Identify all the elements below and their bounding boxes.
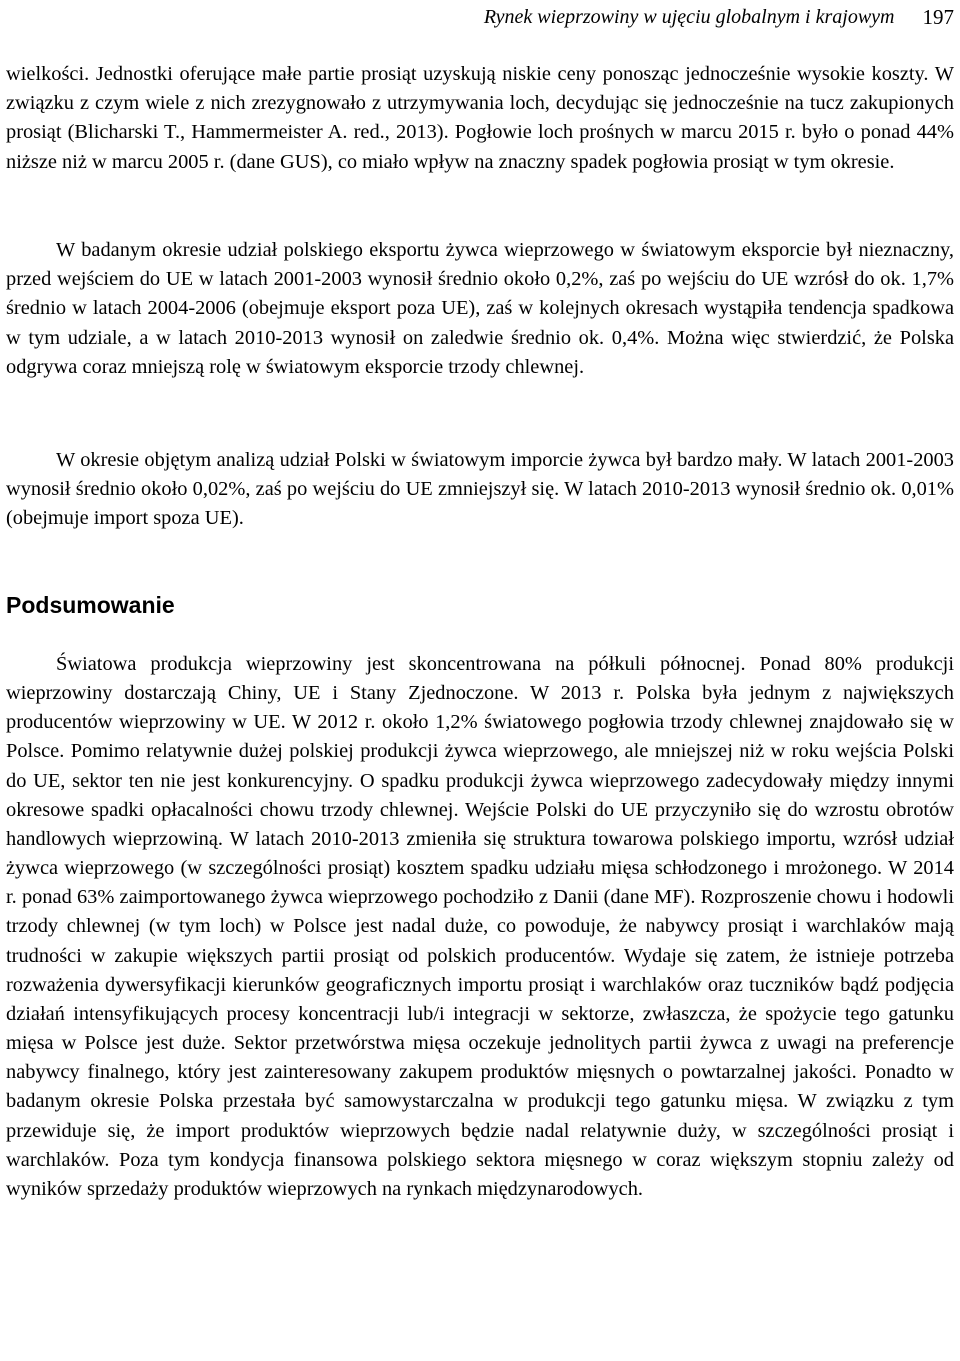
running-title: Rynek wieprzowiny w ujęciu globalnym i krajowym: [483, 5, 895, 28]
paragraph-summary: Światowa produkcja wieprzowiny jest skoncentrowana na półkuli północnej. Ponad 80% produkcji wieprzowiny dostarczają Chiny, UE i Stany Zjednoczone. W 2013 r. Polska była jednym z największych producentów wieprzowiny w UE. W 2012 r. około 1,2% światowego pogłowia trzody chlewnej znajdowało się w Polsce. Pomimo relatywnie dużej polskiej produkcji żywca wieprzowego, ale mniejszej niż w roku wejścia Polski do UE, sektor ten nie jest konkurencyjny. O spadku produkcji żywca wieprzowego zadecydowały między innymi okresowe spadki opłacalności chowu trzody chlewnej. Wejście Polski do UE przyczyniło się do wzrostu obrotów handlowych wieprzowiną. W latach 2010-2013 zmieniła się struktura towarowa polskiego importu, wzrósł udział żywca wieprzowego (w szczególności prosiąt) kosztem spadku udziału mięsa schłodzonego i mrożonego. W 2014 r. ponad 63% zaimportowanego żywca wieprzowego pochodziło z Danii (dane MF). Rozproszenie chowu i hodowli trzody chlewnej (w tym loch) w Polsce jest nadal duże, co powoduje, że nabywcy prosiąt i warchlaków mają trudności w zakupie większych partii prosiąt od polskich producentów. Wydaje się zatem, że istnieje potrzeba rozważenia dywersyfikacji kierunków geograficznych importu prosiąt i warchlaków oraz tuczników bądź podjęcia działań intensyfikujących procesy koncentracji lub/i integracji w sektorze, zwłaszcza, że spożycie tego gatunku mięsa w Polsce jest duże. Sektor przetwórstwa mięsa oczekuje jednolitych partii żywca z uwagi na preferencje nabywcy finalnego, który jest zainteresowany zakupem produktów mięsnych o powtarzalnej jakości. Ponadto w badanym okresie Polska przestała być samowystarczalna w produkcji tego gatunku mięsa. W związku z tym przewiduje się, że import produktów wieprzowych będzie nadal relatywnie duży, w szczególności prosiąt i warchlaków. Poza tym kondycja finansowa polskiego sektora mięsnego w coraz większym stopniu zależy od wyników sprzedaży produktów wieprzowych na rynkach międzynarodowych.: [6, 653, 954, 1200]
running-header: [6, 0, 954, 34]
paragraph-import-share: W okresie objętym analizą udział Polski w światowym imporcie żywca był bardzo mały. W latach 2001-2003 wynosił średnio około 0,02%, zaś po wejściu do UE zmniejszył się. W latach 2010-2013 wynosił średnio ok. 0,01% (obejmuje import spoza UE).: [6, 449, 954, 530]
paragraph-continuation: wielkości. Jednostki oferujące małe partie prosiąt uzyskują niskie ceny ponosząc jednocześnie wysokie koszty. W związku z czym wiele z nich zrezygnowało z utrzymywania loch, decydując się jednocześnie na tucz zakupionych prosiąt (Blicharski T., Hammermeister A. red., 2013). Pogłowie loch prośnych w marcu 2015 r. było o ponad 44% niższe niż w marcu 2005 r. (dane GUS), co miało wpływ na znaczny spadek pogłowia prosiąt w tym okresie.: [6, 63, 954, 173]
paragraph-export-share: W badanym okresie udział polskiego eksportu żywca wieprzowego w światowym eksporcie był nieznaczny, przed wejściem do UE w latach 2001-2003 wynosił średnio około 0,2%, zaś po wejściu do UE wzrósł do ok. 1,7% średnio w latach 2004-2006 (obejmuje eksport poza UE), zaś w kolejnych okresach wystąpiła tendencja spadkowa w tym udziale, a w latach 2010-2013 wynosił on zaledwie średnio ok. 0,4%. Można więc stwierdzić, że Polska odgrywa coraz mniejszą rolę w światowym eksporcie trzody chlewnej.: [6, 239, 954, 378]
page-number: 197: [922, 4, 954, 29]
section-heading-summary: Podsumowanie: [6, 592, 175, 618]
